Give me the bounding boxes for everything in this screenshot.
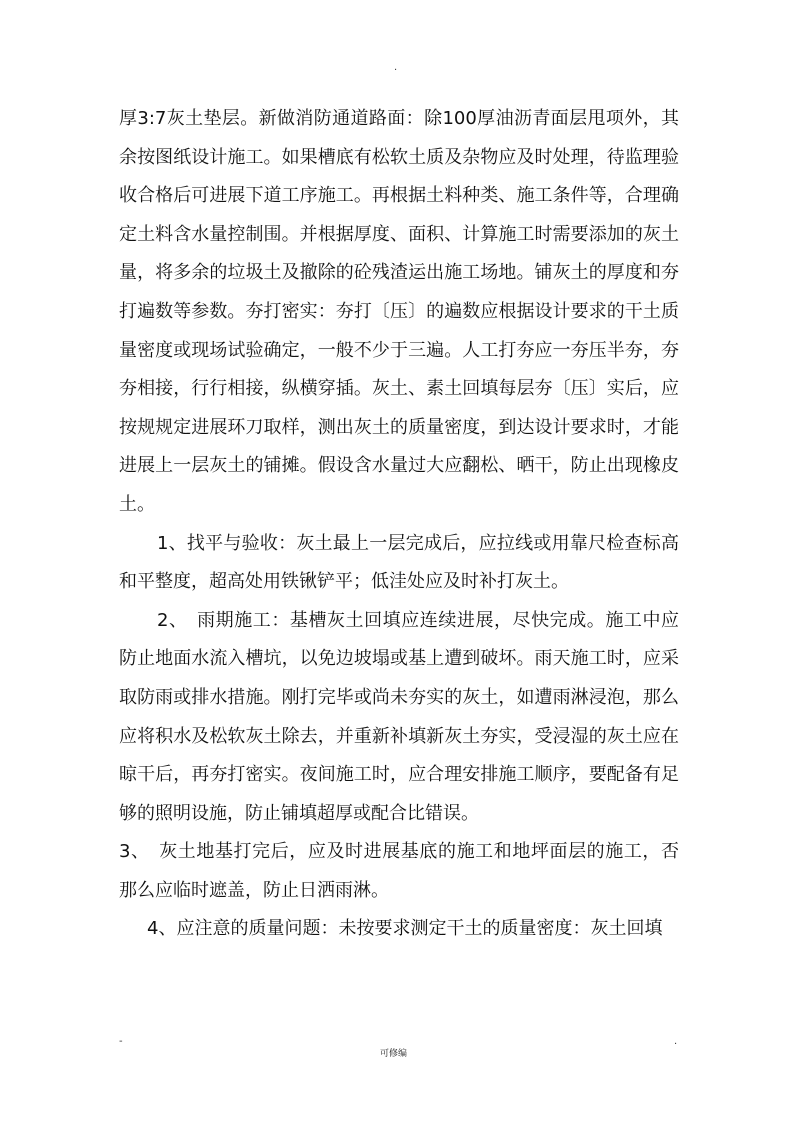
paragraph-intro: 厚3:7灰土垫层。新做消防通道路面：除100厚油沥青面层甩项外，其余按图纸设计施工。如果槽底有松软土质及杂物应及时处理，待监理验收合格后可进展下道工序施工。再根据土料种类、施工条件等，合理确定土料含水量控制围。并根据厚度、面积、计算施工时需要添加的灰土量，将多余的垃圾土及撤除的砼残渣运出施工场地。铺灰土的厚度和夯打遍数等参数。夯打密实：夯打〔压〕的遍数应根据设计要求的干土质量密度或现场试验确定，一般不少于三遍。人工打夯应一夯压半夯，夯夯相接，行行相接，纵横穿插。灰土、素土回填每层夯〔压〕实后，应按规规定进展环刀取样，测出灰土的质量密度，到达设计要求时，才能进展上一层灰土的铺摊。假设含水量过大应翻松、晒干，防止出现橡皮土。 [119, 108, 679, 515]
header-mark: . [394, 62, 398, 73]
footer-right-mark: . [674, 1036, 678, 1047]
paragraph-item-1: 1、找平与验收：灰土最上一层完成后，应拉线或用靠尺检查标高和平整度，超高处用铁锹铲平；低洼处应及时补打灰土。 [119, 532, 679, 593]
paragraph-item-4: 4、应注意的质量问题：未按要求测定干土的质量密度：灰土回填 [147, 918, 663, 940]
paragraph-item-3: 3、 灰土地基打完后，应及时进展基底的施工和地坪面层的施工，否那么应临时遮盖，防止日洒雨淋。 [119, 841, 679, 901]
footer-left-mark: - [119, 1036, 123, 1047]
document-body [119, 100, 679, 949]
paragraph-item-2: 2、 雨期施工：基槽灰土回填应连续进展，尽快完成。施工中应防止地面水流入槽坑，以免边坡塌或基上遭到破坏。雨天施工时，应采取防雨或排水措施。刚打完毕或尚未夯实的灰土，如遭雨淋浸泡，那么应将积水及松软灰土除去，并重新补填新灰土夯实，受浸湿的灰土应在晾干后，再夯打密实。夜间施工时，应合理安排施工顺序，要配备有足够的照明设施，防止铺填超厚或配合比错误。 [119, 609, 679, 824]
footer-text: 可修编 [380, 1049, 408, 1059]
